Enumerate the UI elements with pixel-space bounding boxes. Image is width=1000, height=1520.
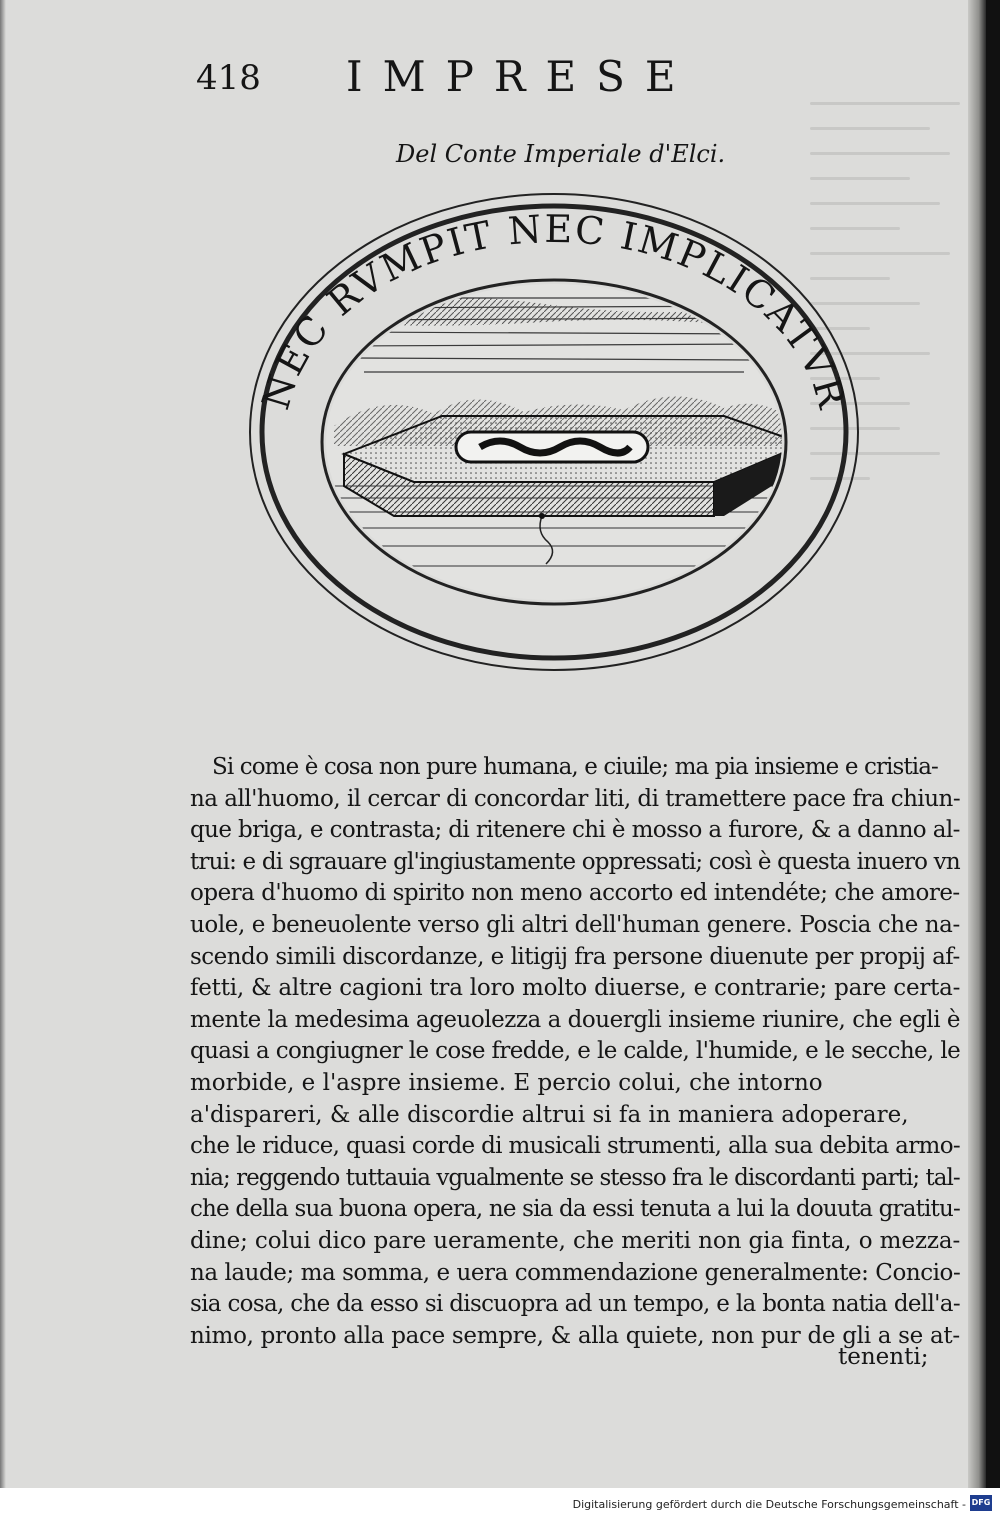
emblem-motto: NEC RVMPIT NEC IMPLICATVR: [253, 206, 855, 415]
text-line: que briga, e contrasta; di ritenere chi è mosso a furore, & a danno al-: [190, 817, 960, 844]
digitization-footer: [0, 1488, 1000, 1520]
text-line: trui: e di sgrauare gl'ingiustamente oppressati; così è questa inuero vn: [190, 848, 960, 875]
text-line: sia cosa, che da esso si discuopra ad un tempo, e la bonta natia dell'a-: [190, 1291, 960, 1318]
emblem-engraving: [244, 186, 864, 678]
text-line: a'dispareri, & alle discordie altrui si fa in maniera adoperare,: [190, 1101, 909, 1128]
text-line: mente la medesima ageuolezza a douergli insieme riunire, che egli è: [190, 1006, 961, 1033]
text-line: opera d'huomo di spirito non meno accorto ed intendéte; che amore-: [190, 880, 960, 907]
book-gutter: [968, 0, 986, 1488]
text-line: nimo, pronto alla pace sempre, & alla quiete, non pur de gli a se at-: [190, 1322, 960, 1349]
text-line: na laude; ma somma, e uera commendazione generalmente: Concio-: [190, 1259, 961, 1286]
body-text: [190, 752, 960, 1352]
dfg-logo: DFG: [970, 1495, 992, 1511]
scan-border: [986, 0, 1000, 1520]
text-line: morbide, e l'aspre insieme. E percio colui, che intorno: [190, 1069, 823, 1096]
page-number: 418: [196, 58, 261, 98]
funding-credit: Digitalisierung gefördert durch die Deutsche Forschungsgemeinschaft -: [572, 1498, 966, 1511]
text-line: fetti, & altre cagioni tra loro molto diuerse, e contrarie; pare certa-: [190, 975, 961, 1002]
text-line: Si come è cosa non pure humana, e ciuile; ma pia insieme e cristia-: [212, 754, 938, 780]
page-header: [196, 48, 756, 101]
emblem-caption: Del Conte Imperiale d'Elci.: [396, 140, 726, 168]
text-line: na all'huomo, il cercar di concordar liti, di tramettere pace fra chiun-: [190, 785, 961, 812]
text-line: quasi a congiugner le cose fredde, e le calde, l'humide, e le secche, le: [190, 1038, 961, 1065]
text-line: che le riduce, quasi corde di musicali strumenti, alla sua debita armo-: [190, 1133, 960, 1160]
text-line: dine; colui dico pare ueramente, che meriti non gia finta, o mezza-: [190, 1227, 961, 1254]
running-title: IMPRESE: [346, 52, 696, 101]
text-line: nia; reggendo tuttauia vgualmente se stesso fra le discordanti parti; tal-: [190, 1164, 960, 1191]
page-left-edge: [0, 0, 6, 1488]
catchword: tenenti;: [838, 1344, 929, 1370]
text-line: scendo simili discordanze, e litigij fra persone diuenute per propij af-: [190, 943, 960, 970]
text-line: che della sua buona opera, ne sia da essi tenuta a lui la douuta gratitu-: [190, 1196, 960, 1223]
text-line: uole, e beneuolente verso gli altri dell'human genere. Poscia che na-: [190, 911, 960, 938]
